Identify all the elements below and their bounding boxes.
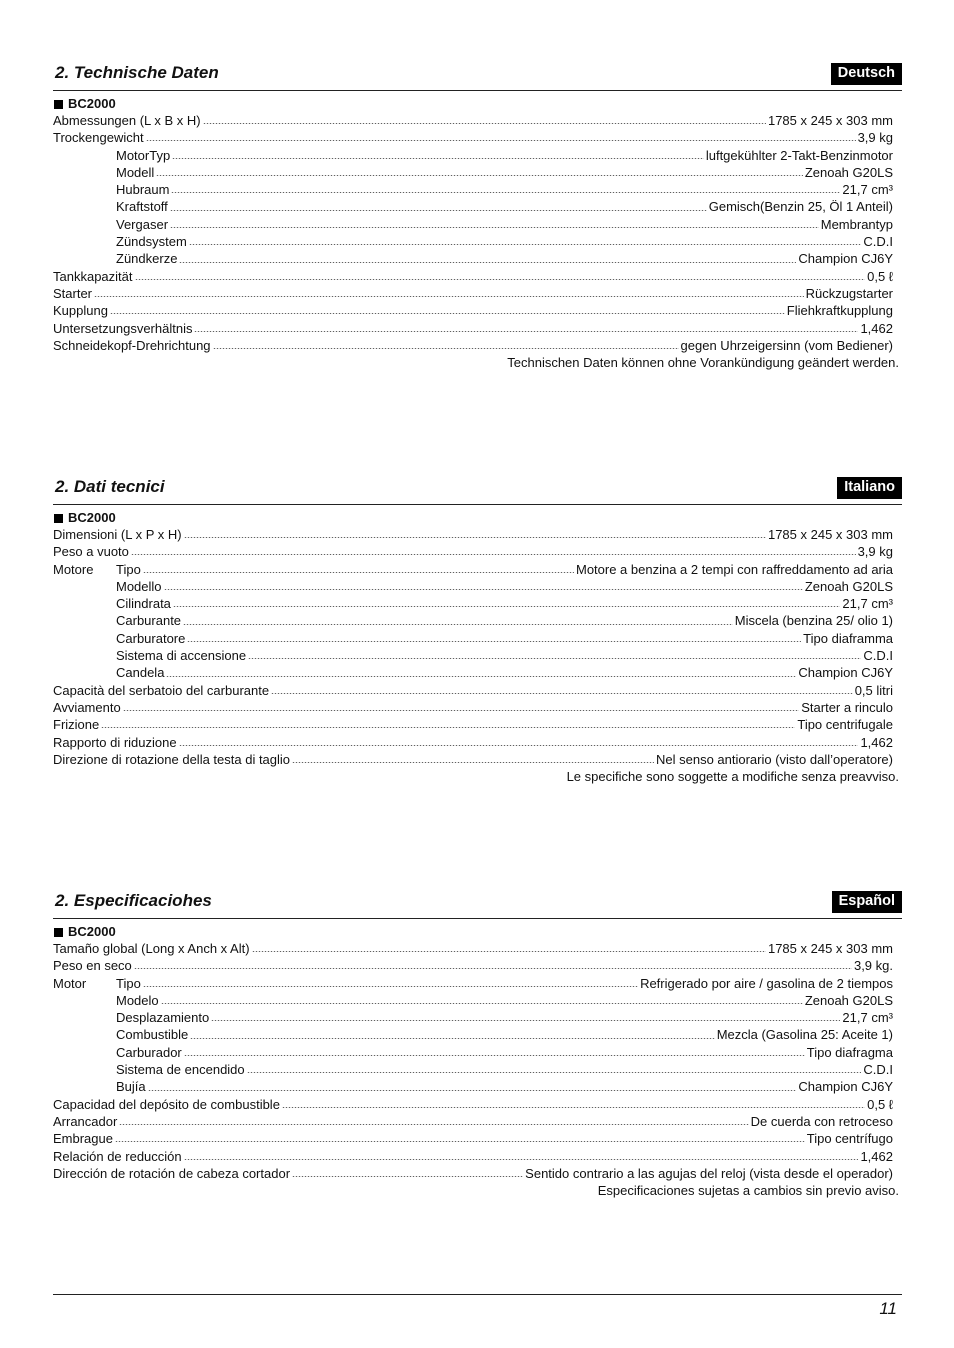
model-name: BC2000: [68, 96, 116, 111]
language-badge: Español: [832, 891, 902, 913]
spec-row: [53, 992, 902, 1009]
model-heading: [53, 95, 902, 112]
spec-note: Le specifiche sono soggette a modifiche senza preavviso.: [566, 769, 899, 785]
spec-label: Desplazamiento: [116, 1010, 210, 1026]
spec-value: Starter a rinculo: [801, 699, 893, 715]
spec-line: [53, 285, 893, 302]
spec-note: Especificaciones sujetas a cambios sin previo aviso.: [597, 1183, 899, 1199]
spec-label: Untersetzungsverhältnis: [53, 320, 193, 336]
section-header: [53, 62, 902, 91]
spec-row: [53, 320, 902, 337]
spec-row: [53, 957, 902, 974]
spec-label: Hubraum: [116, 182, 170, 198]
spec-value: 1785 x 245 x 303 mm: [767, 113, 893, 128]
spec-row: [53, 1078, 902, 1095]
spec-value: Mezcla (Gasolina 25: Aceite 1): [716, 1027, 893, 1043]
dot-leader: [146, 140, 856, 141]
spec-label: Zündkerze: [116, 251, 178, 267]
spec-value: Tipo centrífugo: [806, 1131, 893, 1147]
dot-leader: [252, 951, 766, 952]
dot-leader: [119, 1124, 748, 1125]
dot-leader: [282, 1107, 865, 1108]
dot-leader: [292, 762, 654, 763]
spec-label: Dirección de rotación de cabeza cortador: [53, 1165, 291, 1181]
language-badge: Italiano: [837, 477, 902, 499]
spec-value: C.D.I: [863, 648, 893, 664]
spec-row: [53, 664, 902, 681]
spec-label: Peso a vuoto: [53, 544, 129, 560]
spec-row: [53, 578, 902, 595]
spec-label: Arrancador: [53, 1113, 118, 1129]
dot-leader: [213, 348, 679, 349]
spec-row: [53, 285, 902, 302]
square-bullet-icon: [54, 928, 63, 937]
spec-line: [116, 1061, 893, 1078]
spec-row: [53, 1165, 902, 1182]
dot-leader: [292, 1176, 523, 1177]
spec-line: [53, 337, 893, 354]
spec-value: Sentido contrario a las agujas del reloj (vista desde el operador): [525, 1165, 893, 1181]
spec-value: 1,462: [860, 1148, 893, 1164]
model-name: BC2000: [68, 510, 116, 525]
spec-value: Fliehkraftkupplung: [786, 303, 893, 319]
spec-row: [53, 716, 902, 733]
spec-row: [53, 198, 902, 215]
spec-line: [53, 751, 893, 768]
spec-line: [116, 1044, 893, 1061]
spec-value: Membrantyp: [820, 216, 893, 232]
spec-value: Tipo diaframma: [803, 630, 893, 646]
dot-leader: [143, 572, 574, 573]
dot-leader: [143, 986, 638, 987]
dot-leader: [179, 745, 859, 746]
spec-rows: [53, 940, 902, 1182]
spec-line: [116, 630, 893, 647]
spec-rows: [53, 526, 902, 768]
dot-leader: [166, 676, 796, 677]
spec-value: Zenoah G20LS: [804, 578, 893, 594]
dot-leader: [187, 641, 801, 642]
spec-value: 0,5 ℓ: [867, 268, 893, 284]
spec-label: Kraftstoff: [116, 199, 168, 215]
spec-label: Frizione: [53, 717, 100, 733]
spec-value: 21,7 cm³: [842, 182, 893, 198]
spec-row: [53, 233, 902, 250]
spec-label: Candela: [116, 665, 165, 681]
spec-value: Nel senso antiorario (visto dall’operatore): [655, 751, 893, 767]
spec-line: [53, 526, 893, 543]
spec-line: [53, 1148, 893, 1165]
language-badge: Deutsch: [831, 63, 902, 85]
section-italiano: [53, 476, 902, 785]
spec-label: Tipo: [116, 561, 141, 577]
spec-line: [116, 664, 893, 681]
dot-leader: [247, 1072, 862, 1073]
spec-label: Carburador: [116, 1044, 182, 1060]
spec-line: [53, 1096, 893, 1113]
spec-label: Sistema de encendido: [116, 1062, 245, 1078]
spec-value: Gemisch(Benzin 25, Öl 1 Anteil): [708, 199, 893, 215]
spec-row: [53, 940, 902, 957]
spec-value: Champion CJ6Y: [798, 1079, 893, 1095]
dot-leader: [179, 262, 796, 263]
dot-leader: [164, 589, 803, 590]
dot-leader: [183, 624, 733, 625]
spec-row: [53, 216, 902, 233]
dot-leader: [115, 1141, 805, 1142]
spec-row: [53, 647, 902, 664]
dot-leader: [170, 227, 819, 228]
spec-row: [53, 1044, 902, 1061]
spec-label: Combustible: [116, 1027, 189, 1043]
spec-label: Trockengewicht: [53, 130, 144, 146]
spec-row: [53, 1130, 902, 1147]
spec-line: [53, 1130, 893, 1147]
spec-row: [53, 1113, 902, 1130]
section-title: 2. Technische Daten: [55, 63, 219, 82]
footer-rule: [53, 1294, 902, 1295]
spec-line: [116, 975, 893, 992]
spec-label: Abmessungen (L x B x H): [53, 113, 201, 128]
spec-row: [53, 1061, 902, 1078]
spec-value: Motore a benzina a 2 tempi con raffreddamento ad aria: [575, 561, 893, 577]
spec-label: Avviamento: [53, 699, 121, 715]
spec-line: [53, 302, 893, 319]
spec-row: [53, 699, 902, 716]
spec-row: [53, 682, 902, 699]
spec-line: [116, 147, 893, 164]
spec-row: [53, 1096, 902, 1113]
spec-line: [53, 320, 893, 337]
spec-label: Embrague: [53, 1131, 113, 1147]
dot-leader: [101, 727, 795, 728]
spec-line: [53, 940, 893, 957]
dot-leader: [190, 1038, 714, 1039]
spec-value: Tipo centrifugale: [797, 717, 893, 733]
section-title: 2. Especificaciohes: [55, 891, 212, 910]
spec-row: [53, 112, 902, 129]
spec-value: gegen Uhrzeigersinn (vom Bediener): [680, 337, 893, 353]
spec-label: Starter: [53, 285, 93, 301]
spec-label: Carburante: [116, 613, 182, 629]
spec-line: [53, 129, 893, 146]
spec-value: Zenoah G20LS: [804, 164, 893, 180]
spec-value: 1785 x 245 x 303 mm: [767, 527, 893, 542]
spec-row: [53, 751, 902, 768]
square-bullet-icon: [54, 514, 63, 523]
spec-value: luftgekühlter 2-Takt-Benzinmotor: [705, 147, 893, 163]
section-header: [53, 890, 902, 919]
spec-label: Sistema di accensione: [116, 648, 247, 664]
spec-value: Champion CJ6Y: [798, 665, 893, 681]
dot-leader: [171, 192, 840, 193]
spec-note: Technischen Daten können ohne Vorankündigung geändert werden.: [507, 355, 899, 371]
spec-label: Modello: [116, 578, 162, 594]
spec-line: [116, 233, 893, 250]
model-heading: [53, 509, 902, 526]
spec-line: [116, 164, 893, 181]
spec-value: C.D.I: [863, 1062, 893, 1078]
model-heading: [53, 923, 902, 940]
spec-rows: [53, 112, 902, 354]
spec-label: Cilindrata: [116, 596, 171, 612]
spec-value: 21,7 cm³: [842, 1010, 893, 1026]
dot-leader: [170, 210, 707, 211]
spec-line: [53, 1113, 893, 1130]
spec-value: Rückzugstarter: [805, 285, 893, 301]
spec-label: Vergaser: [116, 216, 169, 232]
spec-row: [53, 268, 902, 285]
spec-label: Schneidekopf-Drehrichtung: [53, 337, 211, 353]
dot-leader: [131, 554, 856, 555]
spec-line: [116, 595, 893, 612]
spec-label: MotorTyp: [116, 147, 171, 163]
spec-row: [53, 147, 902, 164]
spec-label: Zündsystem: [116, 234, 187, 250]
spec-line: [116, 250, 893, 267]
spec-value: Miscela (benzina 25/ olio 1): [734, 613, 893, 629]
spec-label: Bujía: [116, 1079, 146, 1095]
spec-label: Relación de reducción: [53, 1148, 182, 1164]
spec-value: 1,462: [860, 734, 893, 750]
dot-leader: [94, 296, 804, 297]
dot-leader: [148, 1090, 797, 1091]
spec-row: [53, 561, 902, 578]
spec-value: 3,9 kg.: [853, 958, 893, 974]
spec-line: [116, 578, 893, 595]
spec-row: [53, 129, 902, 146]
spec-row: [53, 1148, 902, 1165]
spec-row: [53, 734, 902, 751]
spec-row: [53, 526, 902, 543]
spec-label: Capacidad del depósito de combustible: [53, 1096, 280, 1112]
dot-leader: [203, 123, 766, 124]
spec-value: 1,462: [860, 320, 893, 336]
spec-value: 0,5 litri: [854, 682, 893, 698]
dot-leader: [173, 606, 841, 607]
spec-label: Kupplung: [53, 303, 108, 319]
spec-line: [53, 716, 893, 733]
spec-group-label: Motore: [53, 561, 94, 577]
spec-line: [53, 699, 893, 716]
dot-leader: [211, 1020, 840, 1021]
spec-group-label: Motor: [53, 975, 87, 991]
spec-row: [53, 975, 902, 992]
spec-label: Peso en seco: [53, 958, 132, 974]
spec-row: [53, 543, 902, 560]
section-header: [53, 476, 902, 505]
dot-leader: [184, 537, 766, 538]
spec-row: [53, 630, 902, 647]
dot-leader: [194, 331, 858, 332]
spec-value: Refrigerado por aire / gasolina de 2 tiempos: [640, 975, 893, 991]
spec-label: Direzione di rotazione della testa di taglio: [53, 751, 291, 767]
spec-label: Modell: [116, 164, 155, 180]
spec-value: 1785 x 245 x 303 mm: [767, 941, 893, 956]
spec-line: [116, 612, 893, 629]
spec-label: Tankkapazität: [53, 268, 133, 284]
spec-value: 3,9 kg: [857, 130, 893, 146]
spec-row: [53, 164, 902, 181]
spec-line: [116, 198, 893, 215]
spec-line: [116, 1078, 893, 1095]
spec-value: 3,9 kg: [857, 544, 893, 560]
dot-leader: [134, 968, 852, 969]
dot-leader: [123, 710, 800, 711]
square-bullet-icon: [54, 100, 63, 109]
section-espanol: [53, 890, 902, 1199]
spec-line: [116, 647, 893, 664]
spec-row: [53, 595, 902, 612]
spec-line: [116, 1009, 893, 1026]
spec-line: [116, 561, 893, 578]
dot-leader: [248, 658, 861, 659]
dot-leader: [189, 244, 862, 245]
spec-value: 0,5 ℓ: [867, 1096, 893, 1112]
spec-row: [53, 181, 902, 198]
dot-leader: [172, 158, 704, 159]
dot-leader: [156, 175, 803, 176]
spec-row: [53, 302, 902, 319]
dot-leader: [271, 693, 853, 694]
spec-label: Tipo: [116, 975, 141, 991]
dot-leader: [161, 1003, 803, 1004]
spec-row: [53, 337, 902, 354]
spec-label: Carburatore: [116, 630, 186, 646]
dot-leader: [184, 1159, 859, 1160]
spec-label: Rapporto di riduzione: [53, 734, 177, 750]
spec-line: [53, 543, 893, 560]
spec-line: [53, 734, 893, 751]
dot-leader: [184, 1055, 805, 1056]
spec-value: De cuerda con retroceso: [750, 1113, 893, 1129]
section-deutsch: [53, 62, 902, 371]
spec-line: [53, 682, 893, 699]
spec-row: [53, 1026, 902, 1043]
model-name: BC2000: [68, 924, 116, 939]
spec-label: Modelo: [116, 992, 159, 1008]
spec-value: 21,7 cm³: [842, 596, 893, 612]
spec-line: [116, 1026, 893, 1043]
spec-line: [116, 181, 893, 198]
section-title: 2. Dati tecnici: [55, 477, 165, 496]
spec-line: [53, 957, 893, 974]
spec-label: Tamaño global (Long x Anch x Alt): [53, 941, 250, 956]
spec-label: Capacità del serbatoio del carburante: [53, 682, 270, 698]
spec-line: [116, 216, 893, 233]
page-number: 11: [879, 1299, 897, 1318]
spec-row: [53, 250, 902, 267]
spec-value: Zenoah G20LS: [804, 992, 893, 1008]
dot-leader: [110, 313, 785, 314]
spec-line: [53, 1165, 893, 1182]
spec-row: [53, 612, 902, 629]
dot-leader: [135, 279, 866, 280]
spec-line: [53, 268, 893, 285]
spec-line: [53, 112, 893, 129]
spec-line: [116, 992, 893, 1009]
spec-value: Tipo diafragma: [806, 1044, 893, 1060]
spec-label: Dimensioni (L x P x H): [53, 527, 182, 542]
spec-row: [53, 1009, 902, 1026]
spec-value: C.D.I: [863, 234, 893, 250]
spec-value: Champion CJ6Y: [798, 251, 893, 267]
